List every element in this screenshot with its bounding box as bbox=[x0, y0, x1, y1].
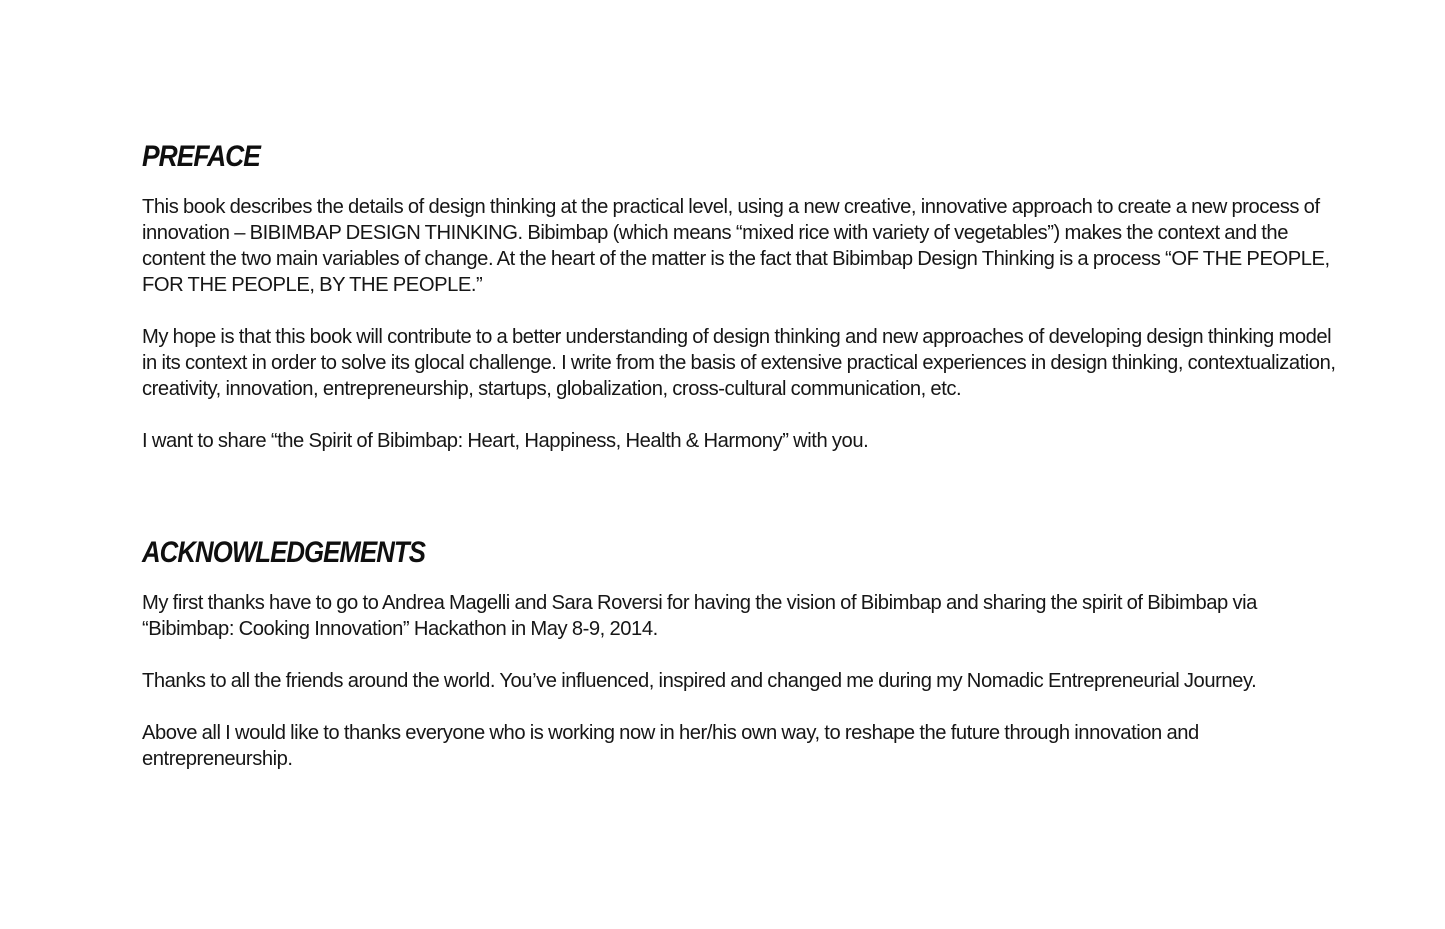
acknowledgements-section bbox=[142, 534, 1342, 772]
paragraph-gap bbox=[142, 642, 1342, 668]
preface-paragraph-3: I want to share “the Spirit of Bibimbap: Heart, Happiness, Health & Harmony” with you. bbox=[142, 430, 869, 452]
preface-section bbox=[142, 138, 1342, 454]
paragraph-gap bbox=[142, 694, 1342, 720]
acknowledgements-body bbox=[142, 590, 1342, 772]
acknowledgements-paragraph-2: Thanks to all the friends around the world. You’ve influenced, inspired and changed me during my Nomadic Entrepreneurial Journey. bbox=[142, 670, 1257, 692]
preface-body bbox=[142, 194, 1342, 454]
acknowledgements-paragraph-3: Above all I would like to thanks everyone who is working now in her/his own way, to reshape the future through innovation and entrepreneurship. bbox=[142, 722, 1199, 770]
acknowledgements-heading: ACKNOWLEDGEMENTS bbox=[142, 536, 425, 569]
paragraph-gap bbox=[142, 402, 1342, 428]
acknowledgements-paragraph-1: My first thanks have to go to Andrea Magelli and Sara Roversi for having the vision of Bibimbap and sharing the spirit of Bibimbap via “Bibimbap: Cooking Innovation” Hackathon in May 8-9, 2014. bbox=[142, 592, 1257, 640]
paragraph-gap bbox=[142, 298, 1342, 324]
preface-paragraph-2: My hope is that this book will contribute to a better understanding of design thinking and new approaches of developing design thinking model in its context in order to solve its glocal challenge. I write from the basis of extensive practical experiences in design thinking, contextualization, creativity, innovation, entrepreneurship, startups, globalization, cross-cultural communication, etc. bbox=[142, 326, 1336, 400]
preface-paragraph-1: This book describes the details of design thinking at the practical level, using a new creative, innovative approach to create a new process of innovation – BIBIMBAP DESIGN THINKING. Bibimbap (which means “mixed rice with variety of vegetables”) makes the context and the content the two main variables of change. At the heart of the matter is the fact that Bibimbap Design Thinking is a process “OF THE PEOPLE, FOR THE PEOPLE, BY THE PEOPLE.” bbox=[142, 196, 1330, 296]
preface-heading: PREFACE bbox=[142, 140, 260, 173]
